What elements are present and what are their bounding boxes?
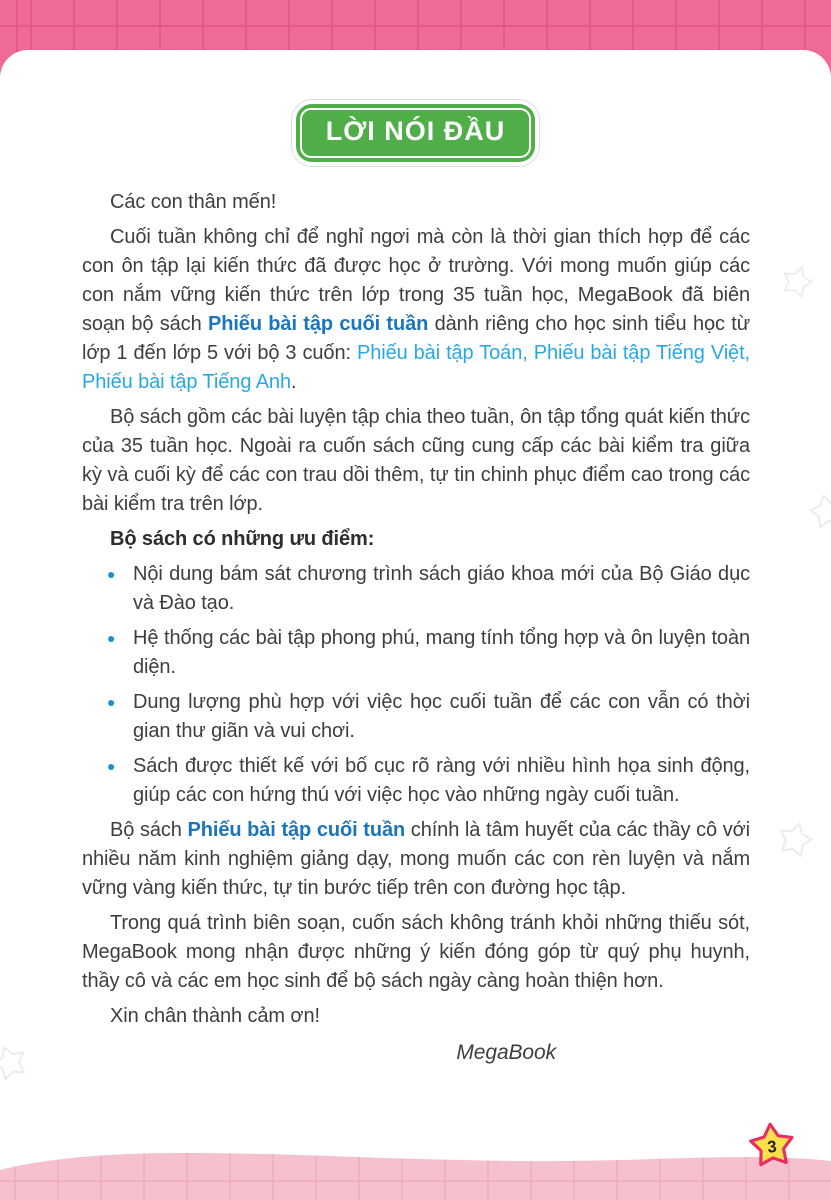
feature-text-2: Hệ thống các bài tập phong phú, mang tính tổng hợp và ôn luyện toàn diện.	[133, 626, 750, 678]
bottom-wave-band	[0, 1080, 831, 1200]
bullet-dot-icon: ●	[107, 565, 116, 582]
bullet-dot-icon: ●	[107, 757, 116, 774]
title-badge	[296, 104, 536, 162]
dedication-text-2: chính là tâm huyết của các thầy cô với nhiều năm kinh nghiệm giảng dạy, mong muốn các con rèn luyện và nắm vững vàng kiến thức, tự tin bước tiếp trên con đường học tập.	[82, 818, 750, 899]
series-name-bold: Phiếu bài tập cuối tuần	[187, 818, 406, 841]
features-list	[82, 560, 750, 810]
feature-item-3	[82, 688, 750, 746]
intro-text-3: .	[290, 370, 297, 393]
feature-item-1	[82, 560, 750, 618]
intro-paragraph	[82, 223, 750, 397]
title-badge-inner	[300, 108, 532, 158]
dedication-paragraph	[82, 816, 750, 903]
decor-star-icon	[774, 259, 819, 304]
signature: MegaBook	[456, 1040, 556, 1064]
features-heading: Bộ sách có những ưu điểm:	[110, 527, 375, 550]
feature-text-1: Nội dung bám sát chương trình sách giáo khoa mới của Bộ Giáo dục và Đào tạo.	[133, 562, 750, 614]
page-title: LỜI NÓI ĐẦU	[325, 116, 506, 146]
page-number: 3	[766, 1136, 778, 1157]
thanks-line: Xin chân thành cảm ơn!	[110, 1004, 320, 1027]
page-number-star	[744, 1118, 800, 1174]
feature-text-3: Dung lượng phù hợp với việc học cuối tuần để các con vẫn có thời gian thư giãn và vui chơi.	[133, 690, 750, 742]
decor-star-icon	[771, 816, 820, 865]
page-sheet	[0, 50, 831, 1200]
feature-text-4: Sách được thiết kế với bố cục rõ ràng với nhiều hình họa sinh động, giúp các con hứng thú với việc học vào những ngày cuối tuần.	[133, 754, 750, 806]
book-titles-list: Phiếu bài tập Toán, Phiếu bài tập Tiếng Việt, Phiếu bài tập Tiếng Anh	[82, 341, 750, 393]
intro-text-1: Cuối tuần không chỉ để nghỉ ngơi mà còn là thời gian thích hợp để các con ôn tập lại kiến thức đã được học ở trường. Với mong muốn giúp các con nắm vững kiến thức trên lớp trong 35 tuần học, MegaBook đã biên soạn bộ sách	[82, 225, 750, 335]
feature-item-4	[82, 752, 750, 810]
dedication-text-1: Bộ sách	[110, 818, 188, 841]
greeting-line: Các con thân mến!	[110, 190, 277, 213]
intro-text-2: dành riêng cho học sinh tiểu học từ lớp 1 đến lớp 5 với bộ 3 cuốn:	[82, 312, 751, 364]
feature-item-2	[82, 624, 750, 682]
foreword-body	[82, 188, 750, 1067]
decor-star-icon	[803, 488, 831, 535]
feedback-paragraph: Trong quá trình biên soạn, cuốn sách không tránh khỏi những thiếu sót, MegaBook mong nhận được những ý kiến đóng góp từ quý phụ huynh, thầy cô và các em học sinh để bộ sách ngày càng hoàn thiện hơn.	[82, 911, 750, 992]
structure-paragraph: Bộ sách gồm các bài luyện tập chia theo tuần, ôn tập tổng quát kiến thức của 35 tuần học. Ngoài ra cuốn sách cũng cung cấp các bài kiểm tra giữa kỳ và cuối kỳ để các con trau dồi thêm, tự tin chinh phục điểm cao trong các bài kiểm tra trên lớp.	[82, 405, 750, 515]
series-name-bold: Phiếu bài tập cuối tuần	[207, 312, 429, 335]
bullet-dot-icon: ●	[107, 693, 116, 710]
bullet-dot-icon: ●	[107, 629, 116, 646]
